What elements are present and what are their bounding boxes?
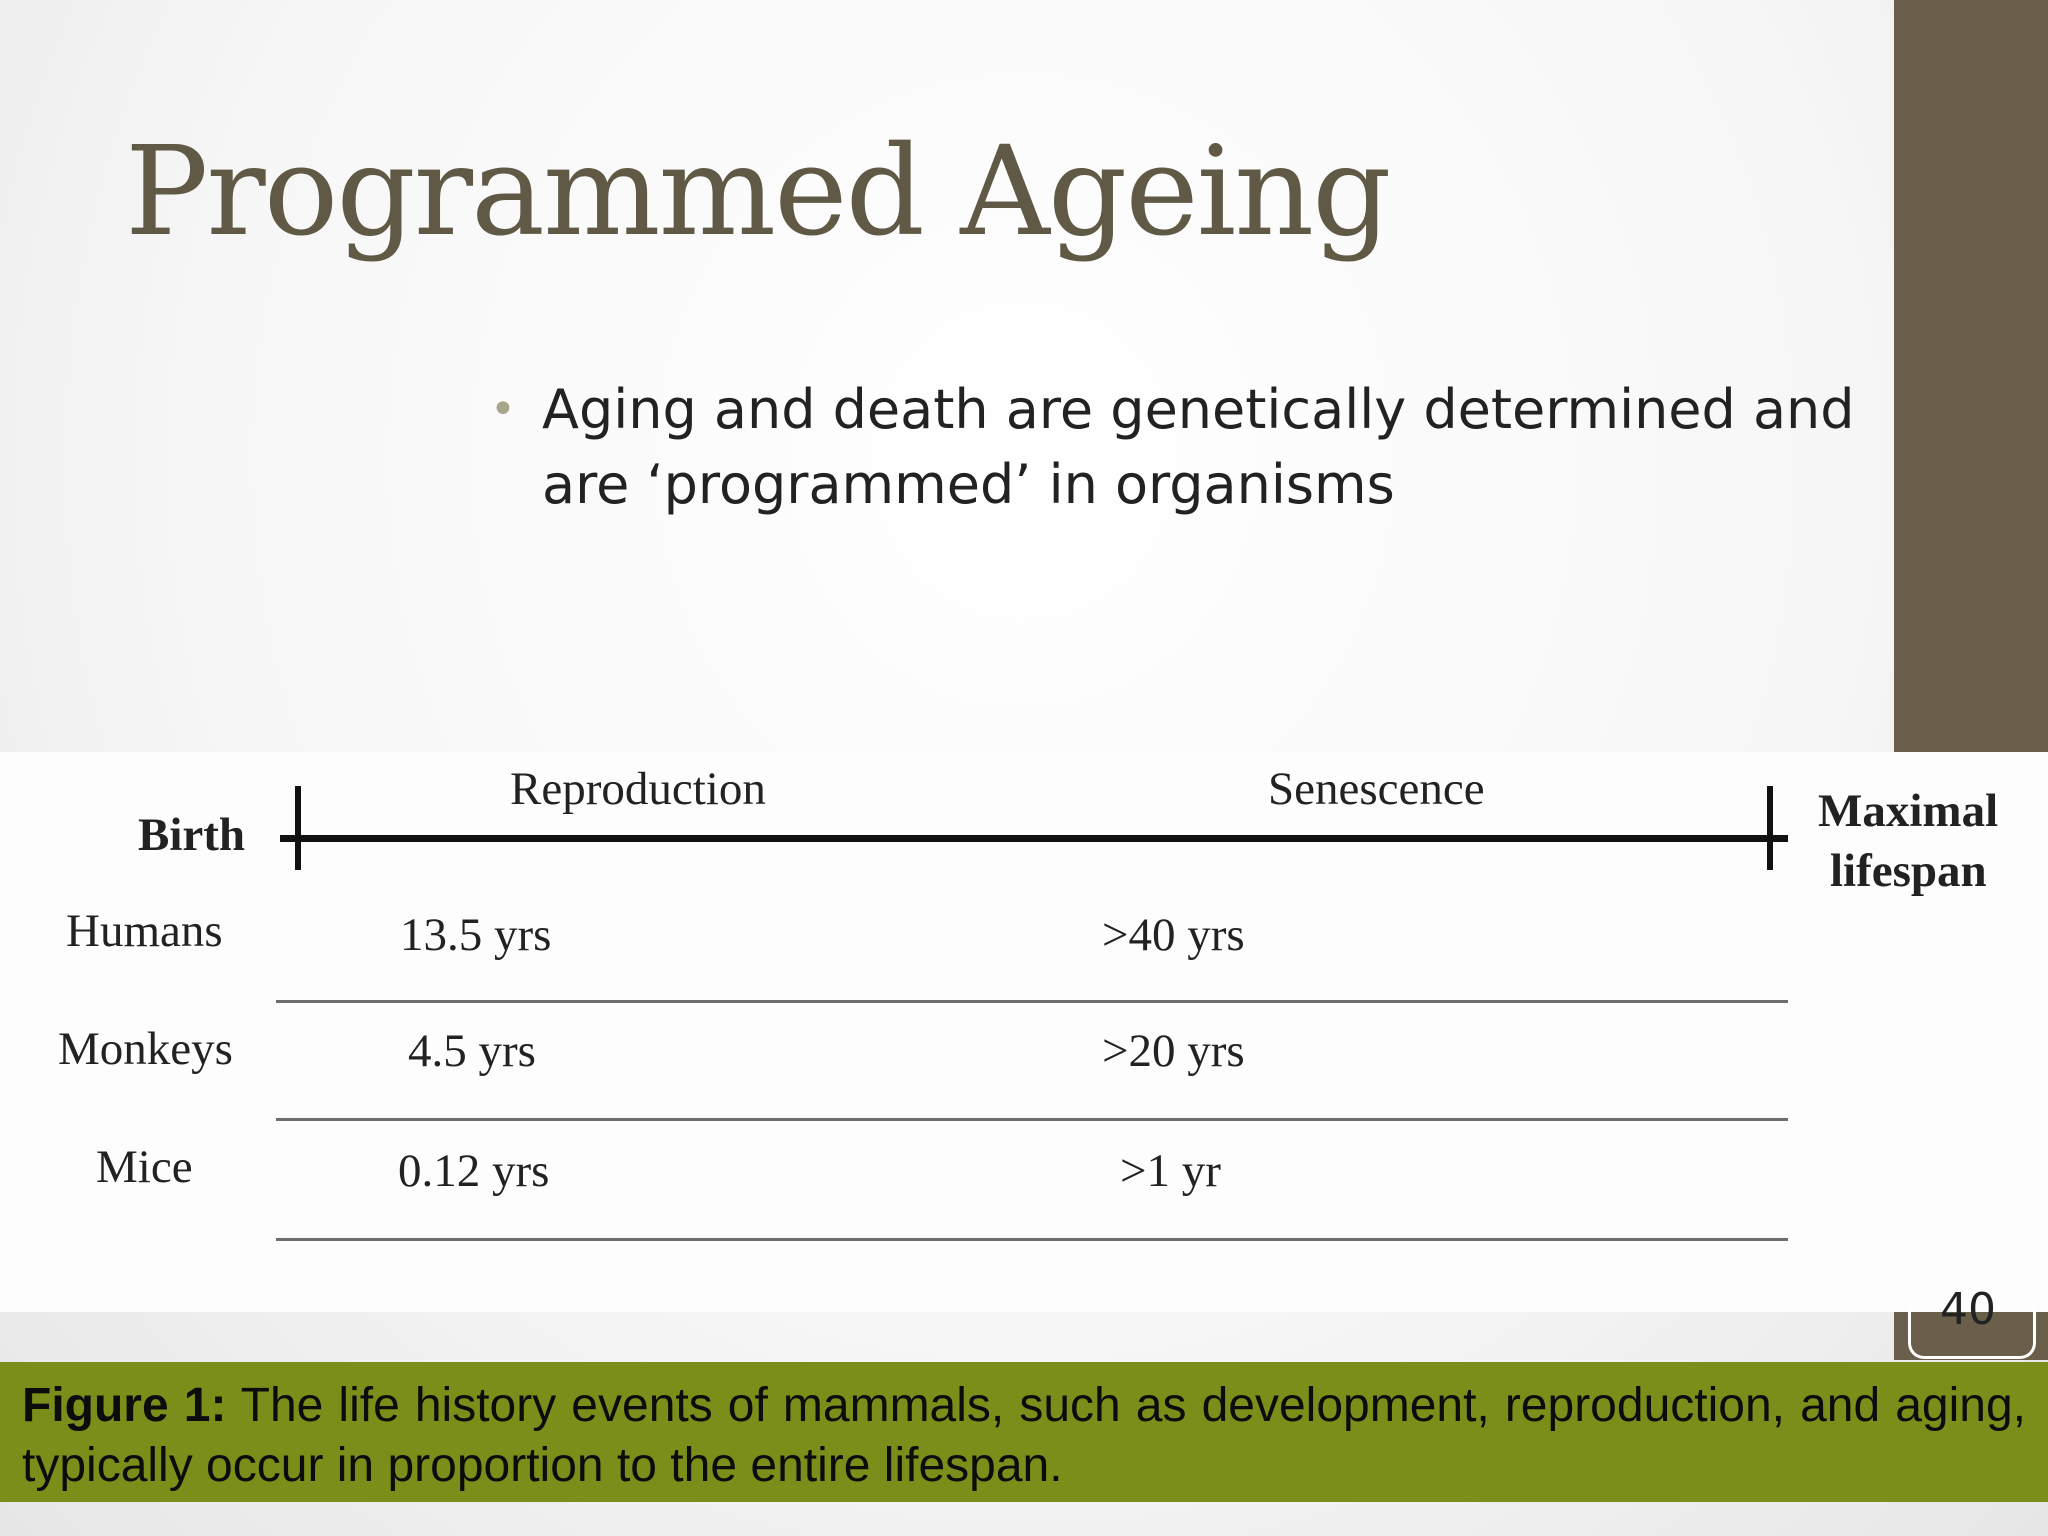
slide-title: Programmed Ageing [125,120,1390,264]
row-divider [276,1000,1788,1003]
timeline-axis [280,835,1788,842]
lifespan-tick-lower [1767,838,1773,870]
table-row-senescence: >1 yr [1120,1145,1221,1197]
table-row-species: Mice [96,1141,193,1193]
table-row-senescence: >20 yrs [1102,1025,1245,1077]
caption-text: The life history events of mammals, such as development, reproduction, and aging, typically occur in proportion to the entire lifespan. [22,1379,2027,1492]
lifespan-label: lifespan [1830,845,1987,897]
slide-number: 40 [1940,1284,1996,1335]
bullet-point [490,372,1870,522]
figure-caption [0,1362,2048,1502]
bullet-text: Aging and death are genetically determined and are ‘programmed’ in organisms [542,378,1855,516]
birth-tick [295,786,301,836]
senescence-label: Senescence [1268,763,1485,815]
lifespan-tick [1767,786,1773,836]
table-row-reproduction: 13.5 yrs [400,909,552,961]
reproduction-label: Reproduction [510,763,766,815]
table-row-species: Humans [66,905,223,957]
birth-label: Birth [138,809,246,861]
table-row-species: Monkeys [58,1023,233,1075]
row-divider [276,1118,1788,1121]
table-row-senescence: >40 yrs [1102,909,1245,961]
birth-tick-lower [295,838,301,870]
caption-label: Figure 1: [22,1379,227,1432]
table-row-reproduction: 0.12 yrs [398,1145,550,1197]
bullet-dot-icon: • [490,384,516,435]
table-row-reproduction: 4.5 yrs [408,1025,536,1077]
slide-number-frame [1908,1300,2036,1359]
maximal-label: Maximal [1818,785,1999,837]
row-divider [276,1238,1788,1241]
lifespan-figure [0,752,2048,1312]
